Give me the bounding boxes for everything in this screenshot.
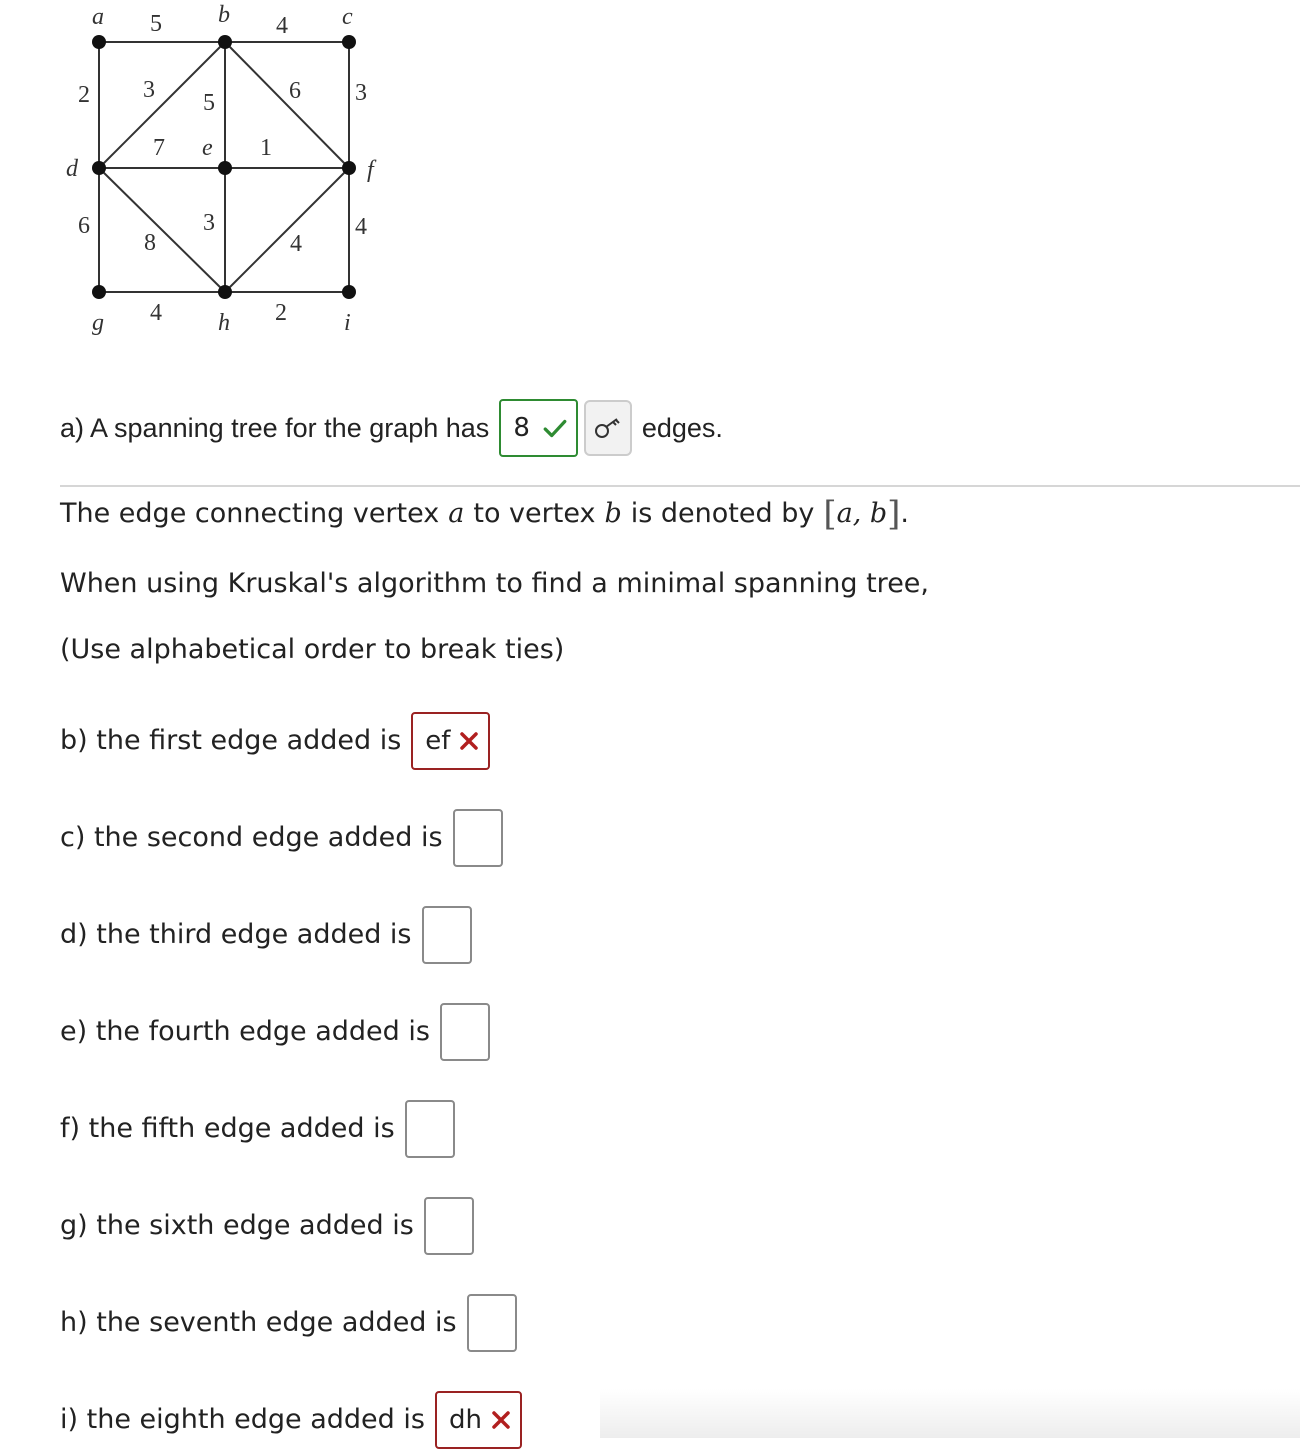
weight-g-h: 4: [150, 300, 162, 326]
vertex-label-c: c: [342, 4, 353, 30]
question-label: e) the fourth edge added is: [60, 1016, 430, 1047]
answer-box-c[interactable]: [453, 809, 503, 867]
vertex-e-dot: [218, 161, 232, 175]
question-label: h) the seventh edge added is: [60, 1307, 457, 1338]
view-answer-key-button[interactable]: [584, 400, 632, 456]
weight-f-i: 4: [355, 214, 367, 240]
weight-h-f: 4: [290, 231, 302, 257]
notation-open-bracket: [: [823, 494, 837, 534]
question-f: [60, 1100, 455, 1158]
notation-text-2: to vertex: [473, 498, 596, 529]
question-d: [60, 906, 472, 964]
weight-e-h: 3: [203, 210, 215, 236]
answer-box-f[interactable]: [405, 1100, 455, 1158]
question-label: g) the sixth edge added is: [60, 1210, 414, 1241]
notation-edge-ab: a, b: [836, 498, 888, 529]
notation-text-1: The edge connecting vertex: [60, 498, 440, 529]
vertex-label-e: e: [202, 135, 213, 161]
vertex-label-i: i: [344, 310, 351, 336]
check-icon: [542, 415, 568, 441]
weight-b-e: 5: [203, 90, 215, 116]
vertex-label-b: b: [218, 2, 230, 28]
vertex-f-dot: [342, 161, 356, 175]
part-a-prefix: a) A spanning tree for the graph has: [60, 413, 490, 443]
vertex-label-h: h: [218, 310, 230, 336]
notation-var-a: a: [448, 498, 465, 529]
question-label: f) the fifth edge added is: [60, 1113, 395, 1144]
weight-b-c: 4: [276, 13, 288, 39]
notation-close-bracket: ]: [887, 494, 901, 534]
vertex-d-dot: [92, 161, 106, 175]
bottom-shadow: [600, 1388, 1300, 1438]
edge-h-f: [225, 168, 349, 292]
weight-h-i: 2: [275, 300, 287, 326]
x-icon: [490, 1409, 512, 1431]
answer-value-i: dh: [448, 1405, 482, 1435]
notation-line: [60, 496, 909, 532]
question-label: d) the third edge added is: [60, 919, 412, 950]
vertex-c-dot: [342, 35, 356, 49]
section-divider: [60, 485, 1300, 487]
weight-a-d: 2: [78, 82, 90, 108]
part-a-answer-box[interactable]: [499, 399, 578, 457]
part-a-line: [60, 399, 723, 457]
answer-box-b[interactable]: [411, 712, 490, 770]
answer-value-b: ef: [425, 726, 451, 756]
notation-var-b: b: [604, 498, 622, 529]
question-g: [60, 1197, 474, 1255]
weight-e-f: 1: [260, 135, 272, 161]
weight-b-d: 3: [143, 77, 155, 103]
vertex-label-a: a: [92, 4, 104, 30]
question-b: [60, 712, 490, 770]
question-label: i) the eighth edge added is: [60, 1404, 425, 1435]
question-label: b) the first edge added is: [60, 725, 402, 756]
answer-box-g[interactable]: [424, 1197, 474, 1255]
weight-c-f: 3: [355, 80, 367, 106]
weight-d-h: 8: [144, 230, 156, 256]
graph-figure: [0, 0, 400, 350]
edge-b-f: [225, 42, 349, 168]
answer-box-d[interactable]: [422, 906, 472, 964]
weight-a-b: 5: [150, 11, 162, 37]
vertex-b-dot: [218, 35, 232, 49]
notation-end: .: [900, 498, 909, 529]
answer-box-e[interactable]: [440, 1003, 490, 1061]
answer-box-h[interactable]: [467, 1294, 517, 1352]
weight-b-f: 6: [289, 78, 301, 104]
vertex-h-dot: [218, 285, 232, 299]
weight-d-g: 6: [78, 213, 90, 239]
vertex-a-dot: [92, 35, 106, 49]
vertex-i-dot: [342, 285, 356, 299]
key-icon: [593, 416, 623, 440]
vertex-label-d: d: [66, 156, 78, 182]
x-icon: [458, 730, 480, 752]
notation-text-3: is denoted by: [630, 498, 815, 529]
vertex-label-f: f: [367, 157, 374, 183]
question-i: [60, 1391, 522, 1449]
answer-box-i[interactable]: [435, 1391, 522, 1449]
part-a-answer-value: 8: [513, 413, 530, 443]
question-e: [60, 1003, 490, 1061]
instruction-text: When using Kruskal's algorithm to find a minimal spanning tree,: [60, 568, 929, 599]
question-c: [60, 809, 503, 867]
tie-rule-text: (Use alphabetical order to break ties): [60, 634, 565, 665]
vertex-label-g: g: [92, 310, 104, 336]
question-h: [60, 1294, 517, 1352]
vertex-g-dot: [92, 285, 106, 299]
part-a-suffix: edges.: [641, 413, 723, 443]
question-label: c) the second edge added is: [60, 822, 443, 853]
weight-d-e: 7: [153, 135, 165, 161]
